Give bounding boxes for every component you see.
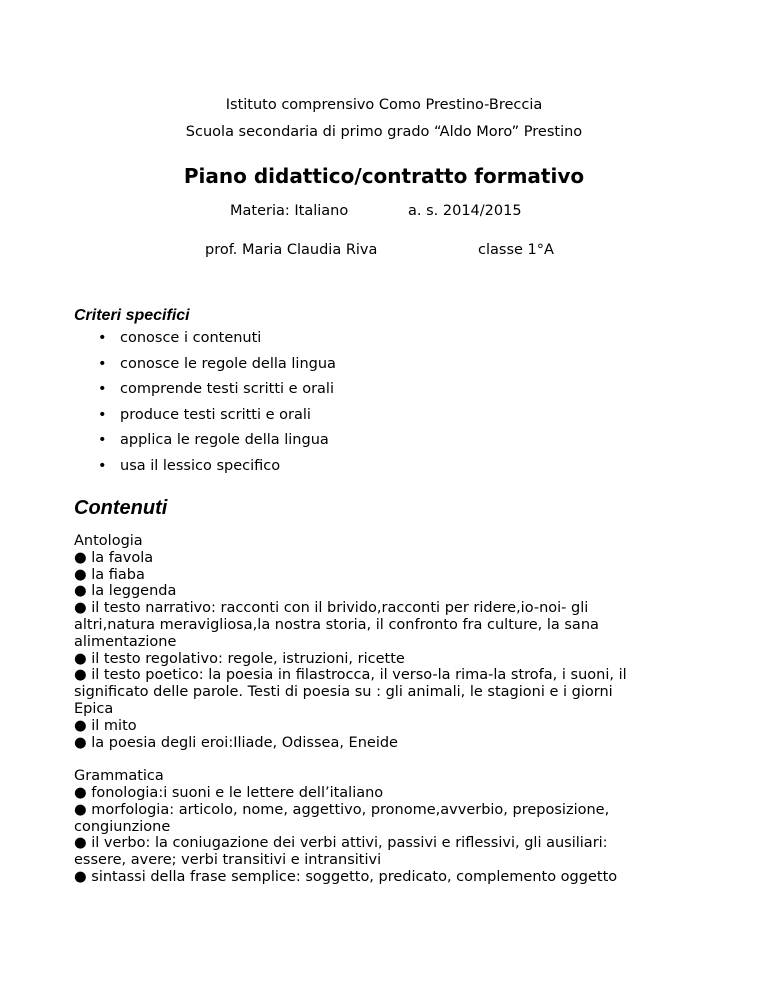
school-name: Istituto comprensivo Como Prestino-Breccia [225,97,543,113]
section-label-epica: Epica [74,700,114,717]
text-line: essere, avere; verbi transitivi e intransitivi [74,852,382,869]
school-year-label: a. s. 2014/2015 [408,203,522,219]
teacher-label: prof. Maria Claudia Riva [205,242,378,258]
list-item: ● il testo poetico: la poesia in filastrocca, il verso-la rima-la strofa, i suoni, il [74,667,627,684]
text-line: altri,natura meravigliosa,la nostra storia, il confronto fra culture, la sana [74,616,599,633]
list-item: • comprende testi scritti e orali [98,381,334,397]
paragraph-gap [74,751,714,768]
list-item: ● il verbo: la coniugazione dei verbi attivi, passivi e riflessivi, gli ausiliari: [74,835,608,852]
contenuti-heading: Contenuti [74,497,168,519]
list-item: ● sintassi della frase semplice: soggetto, predicato, complemento oggetto [74,868,618,885]
list-item: ● la fiaba [74,566,145,583]
list-item: • conosce i contenuti [98,330,262,346]
list-item: • usa il lessico specifico [98,457,281,474]
contenuti-body [74,533,714,886]
list-item: ● la favola [74,549,154,566]
text-line: significato delle parole. Testi di poesia su : gli animali, le stagioni e i giorni [74,684,613,701]
page-title: Piano didattico/contratto formativo [183,164,585,188]
bullet-icon: • [98,457,107,474]
text-line: congiunzione [74,818,171,835]
list-item: • produce testi scritti e orali [98,406,311,423]
text-line: alimentazione [74,633,177,650]
list-item: ● il testo regolativo: regole, istruzioni, ricette [74,650,405,667]
class-label: classe 1°A [478,242,554,258]
list-item: ● il testo narrativo: racconti con il brivido,racconti per ridere,io-noi- gli [74,600,589,617]
bullet-icon: • [98,381,107,397]
subject-label: Materia: Italiano [230,203,349,219]
list-item: ● la leggenda [74,583,177,600]
section-label-grammatica: Grammatica [74,768,164,785]
list-item: • applica le regole della lingua [98,432,329,448]
list-item: ● morfologia: articolo, nome, aggettivo, pronome,avverbio, preposizione, [74,801,610,818]
bullet-icon: • [98,432,107,448]
list-item: • conosce le regole della lingua [98,355,336,372]
criteri-list [98,330,336,483]
bullet-icon: • [98,355,107,372]
bullet-icon: • [98,330,107,346]
list-item: ● la poesia degli eroi:Iliade, Odissea, Eneide [74,734,398,751]
bullet-icon: • [98,406,107,423]
list-item: ● il mito [74,717,137,734]
section-label-antologia: Antologia [74,533,143,549]
criteri-heading: Criteri specifici [74,307,190,324]
list-item: ● fonologia:i suoni e le lettere dell’italiano [74,784,384,801]
school-subtitle: Scuola secondaria di primo grado “Aldo Moro” Prestino [185,124,583,140]
